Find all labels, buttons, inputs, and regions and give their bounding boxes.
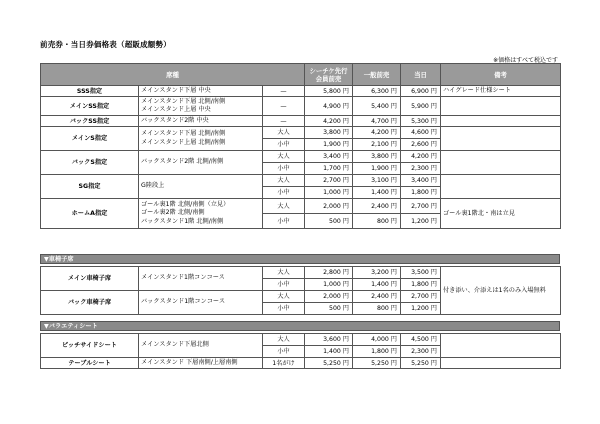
price-general: 2,100 円 xyxy=(353,139,401,151)
price-member: 4,200 円 xyxy=(305,116,353,127)
tax-note: ※価格はすべて税込です xyxy=(493,57,558,64)
price-general: 800 円 xyxy=(353,214,401,229)
price-member: 5,800 円 xyxy=(305,86,353,97)
table-row xyxy=(41,358,561,369)
ticket-division: 小中 xyxy=(263,187,305,199)
ticket-division: 大人 xyxy=(263,291,305,303)
seat-area-line: ゴール裏1階 北側/南側（立見） xyxy=(141,200,230,208)
ticket-division: 大人 xyxy=(263,199,305,214)
seat-area xyxy=(139,97,263,116)
table-row xyxy=(41,86,561,97)
price-table-main xyxy=(40,63,561,229)
seat-area-line: メインスタンド上層 北側/南側 xyxy=(141,138,226,146)
price-general: 1,400 円 xyxy=(353,279,401,291)
ticket-division: 大人 xyxy=(263,334,305,346)
price-member: 1,400 円 xyxy=(305,346,353,358)
remark-cell xyxy=(441,151,561,175)
header-remarks: 備考 xyxy=(441,64,561,86)
price-member: 3,400 円 xyxy=(305,151,353,163)
seat-area-line: メインスタンド1階コンコース xyxy=(141,274,225,282)
price-general: 5,400 円 xyxy=(353,97,401,116)
seat-area-line: メインスタンド下層北側 xyxy=(141,341,209,349)
seat-name: バックS指定 xyxy=(41,151,139,175)
remark-cell xyxy=(441,116,561,127)
price-general: 3,800 円 xyxy=(353,151,401,163)
ticket-division: 大人 xyxy=(263,267,305,279)
seat-area xyxy=(139,151,263,175)
seat-name: テーブルシート xyxy=(41,358,139,369)
table-row xyxy=(41,127,561,139)
page-title: 前売券・当日券価格表（超販成額勢） xyxy=(40,40,171,49)
price-same-day: 3,500 円 xyxy=(401,267,441,279)
seat-name: ホームA指定 xyxy=(41,199,139,229)
price-member: 1,900 円 xyxy=(305,139,353,151)
ticket-division: — xyxy=(263,97,305,116)
table-row xyxy=(41,334,561,346)
ticket-division: 小中 xyxy=(263,346,305,358)
price-same-day: 5,250 円 xyxy=(401,358,441,369)
ticket-division: 小中 xyxy=(263,303,305,315)
price-member: 2,000 円 xyxy=(305,199,353,214)
seat-area xyxy=(139,86,263,97)
seat-area xyxy=(139,127,263,151)
price-member: 1,700 円 xyxy=(305,163,353,175)
price-same-day: 2,700 円 xyxy=(401,199,441,214)
price-same-day: 2,700 円 xyxy=(401,291,441,303)
ticket-division: 大人 xyxy=(263,175,305,187)
price-same-day: 4,200 円 xyxy=(401,151,441,163)
price-member: 2,000 円 xyxy=(305,291,353,303)
price-same-day: 6,900 円 xyxy=(401,86,441,97)
price-member: 500 円 xyxy=(305,214,353,229)
seat-name: メインSS指定 xyxy=(41,97,139,116)
price-general: 2,400 円 xyxy=(353,199,401,214)
remark-cell xyxy=(441,175,561,199)
price-table-wheelchair xyxy=(40,266,561,315)
table-row xyxy=(41,116,561,127)
seat-name: メインS指定 xyxy=(41,127,139,151)
price-same-day: 1,200 円 xyxy=(401,303,441,315)
seat-name: SSS指定 xyxy=(41,86,139,97)
header-seat: 席種 xyxy=(41,64,305,86)
seat-area xyxy=(139,116,263,127)
seat-area xyxy=(139,334,263,358)
seat-area xyxy=(139,199,263,229)
price-same-day: 2,300 円 xyxy=(401,163,441,175)
table-row xyxy=(41,199,561,214)
price-member: 2,800 円 xyxy=(305,267,353,279)
seat-area-line: バックスタンド2階 北側/南側 xyxy=(141,158,224,166)
price-general: 4,700 円 xyxy=(353,116,401,127)
price-general: 3,200 円 xyxy=(353,267,401,279)
seat-area-line: メインスタンド 下層南側/上層南側 xyxy=(141,358,238,366)
seat-area xyxy=(139,291,263,315)
price-same-day: 2,600 円 xyxy=(401,139,441,151)
seat-area-line: バックスタンド2階 中央 xyxy=(141,116,209,124)
ticket-division: — xyxy=(263,86,305,97)
seat-area xyxy=(139,267,263,291)
price-member: 1,000 円 xyxy=(305,187,353,199)
section-bar-wheelchair: ▼車椅子席 xyxy=(40,254,560,264)
price-same-day: 1,800 円 xyxy=(401,279,441,291)
ticket-division: 小中 xyxy=(263,139,305,151)
remark-cell xyxy=(441,334,561,358)
ticket-division: 大人 xyxy=(263,127,305,139)
price-same-day: 5,300 円 xyxy=(401,116,441,127)
remark-cell xyxy=(441,97,561,116)
table-row xyxy=(41,175,561,187)
price-general: 5,250 円 xyxy=(353,358,401,369)
price-general: 2,400 円 xyxy=(353,291,401,303)
price-general: 6,300 円 xyxy=(353,86,401,97)
price-member: 2,700 円 xyxy=(305,175,353,187)
ticket-division: 小中 xyxy=(263,163,305,175)
ticket-division: — xyxy=(263,116,305,127)
price-member: 1,000 円 xyxy=(305,279,353,291)
remark-cell: ゴール裏1階北・南は立見 xyxy=(441,199,561,229)
remark-cell: ハイグレード仕様シート xyxy=(441,86,561,97)
remark-cell: 付き添い、介添えは1名のみ入場無料 xyxy=(441,267,561,315)
price-member: 4,900 円 xyxy=(305,97,353,116)
price-general: 1,400 円 xyxy=(353,187,401,199)
remark-cell xyxy=(441,127,561,151)
header-same-day: 当日 xyxy=(401,64,441,86)
price-general: 3,100 円 xyxy=(353,175,401,187)
price-member: 3,600 円 xyxy=(305,334,353,346)
price-table-variety xyxy=(40,333,561,369)
seat-name: ピッチサイドシート xyxy=(41,334,139,358)
price-same-day: 4,500 円 xyxy=(401,334,441,346)
seat-area-line: G陸段上 xyxy=(141,182,165,190)
price-general: 4,200 円 xyxy=(353,127,401,139)
price-general: 1,900 円 xyxy=(353,163,401,175)
ticket-division: 1名がけ xyxy=(263,358,305,369)
seat-area-line: メインスタンド下層 北側/南側 xyxy=(141,97,226,105)
ticket-division: 大人 xyxy=(263,151,305,163)
seat-name: SG指定 xyxy=(41,175,139,199)
table-row xyxy=(41,97,561,116)
seat-name: バックSS指定 xyxy=(41,116,139,127)
price-same-day: 1,800 円 xyxy=(401,187,441,199)
seat-area xyxy=(139,358,263,369)
seat-area xyxy=(139,175,263,199)
seat-area-line: バックスタンド1階 北側/南側 xyxy=(141,217,224,225)
seat-area-line: メインスタンド下層 中央 xyxy=(141,86,211,94)
remark-cell xyxy=(441,358,561,369)
price-general: 4,000 円 xyxy=(353,334,401,346)
seat-area-line: メインスタンド下層 北側/南側 xyxy=(141,130,226,137)
price-member: 5,250 円 xyxy=(305,358,353,369)
price-member: 3,800 円 xyxy=(305,127,353,139)
price-same-day: 1,200 円 xyxy=(401,214,441,229)
seat-area-line: ゴール裏2階 北側/南側 xyxy=(141,209,205,217)
section-bar-variety: ▼バラエティシート xyxy=(40,321,560,331)
ticket-division: 小中 xyxy=(263,279,305,291)
table-row xyxy=(41,267,561,279)
seat-area-line: バックスタンド1階コンコース xyxy=(141,298,226,306)
price-same-day: 4,600 円 xyxy=(401,127,441,139)
price-general: 800 円 xyxy=(353,303,401,315)
price-same-day: 5,900 円 xyxy=(401,97,441,116)
seat-name: バック車椅子席 xyxy=(41,291,139,315)
seat-name: メイン車椅子席 xyxy=(41,267,139,291)
header-presale-member: シーチケ先行 会員前売 xyxy=(305,64,353,86)
price-general: 1,800 円 xyxy=(353,346,401,358)
price-same-day: 2,300 円 xyxy=(401,346,441,358)
price-member: 500 円 xyxy=(305,303,353,315)
header-general-presale: 一般前売 xyxy=(353,64,401,86)
seat-area-line: メインスタンド上層 中央 xyxy=(141,106,211,113)
ticket-division: 小中 xyxy=(263,214,305,229)
table-row xyxy=(41,151,561,163)
price-same-day: 3,400 円 xyxy=(401,175,441,187)
